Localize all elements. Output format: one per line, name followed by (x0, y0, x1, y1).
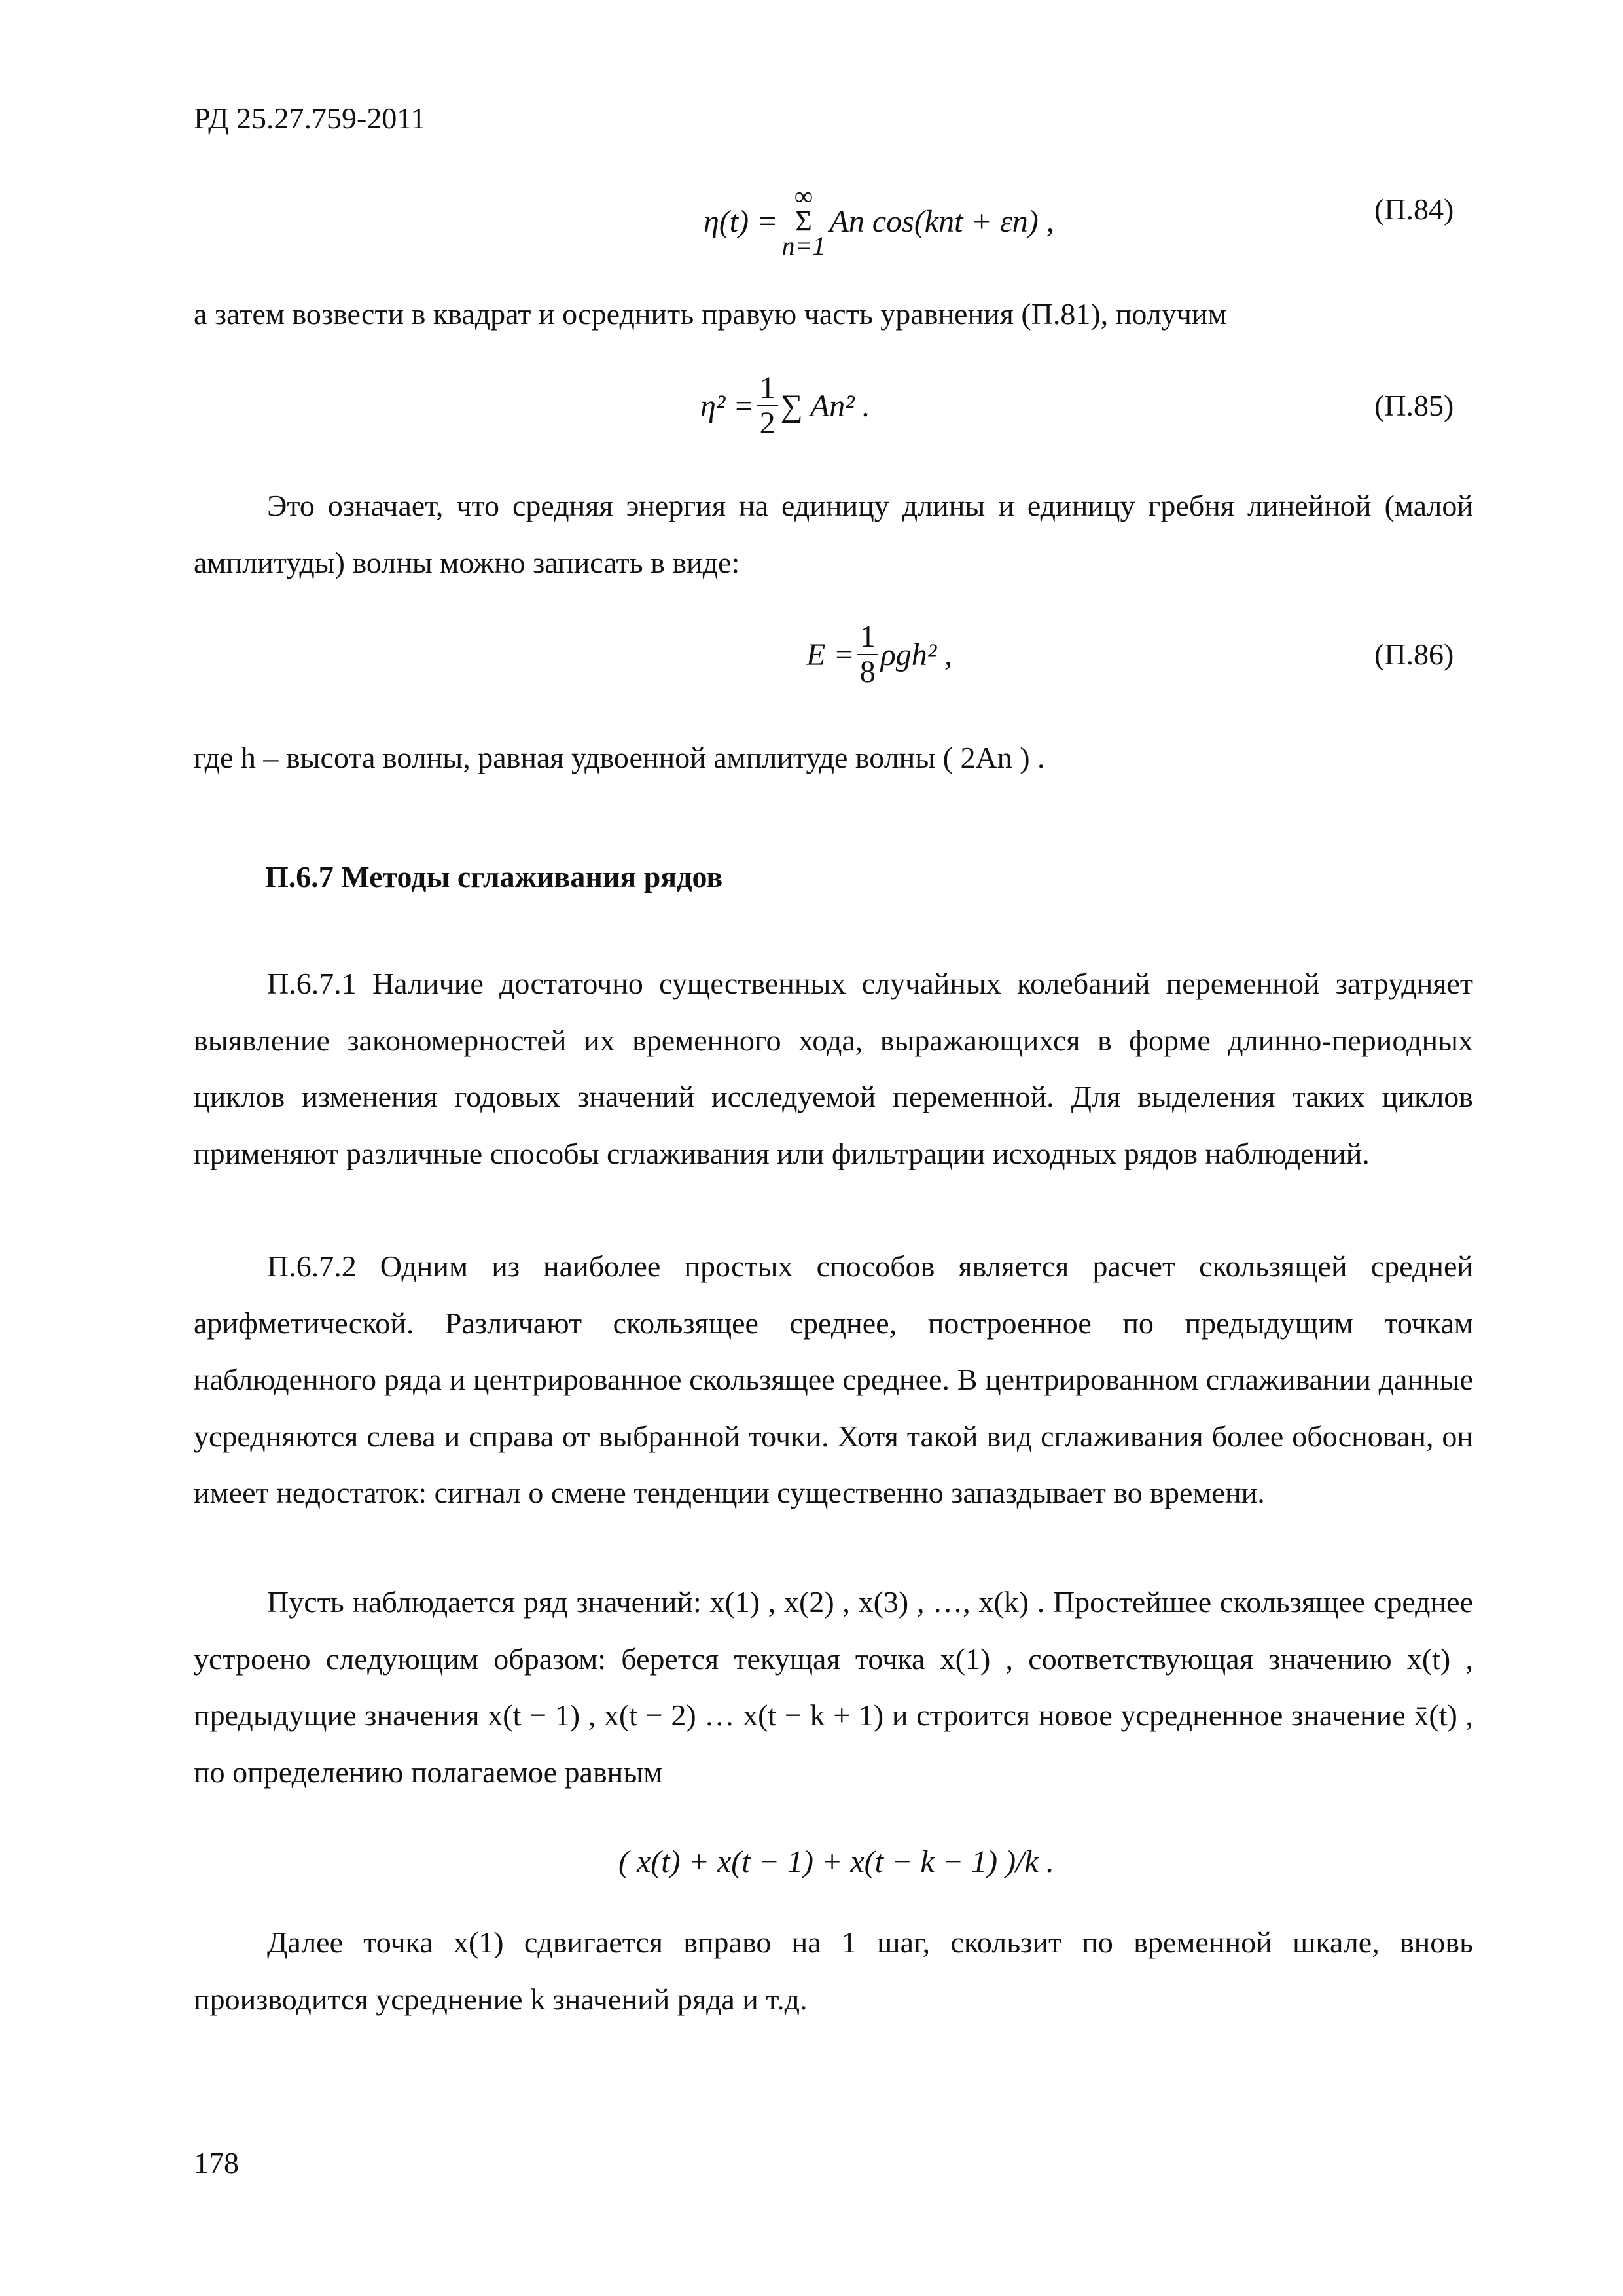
equation-p85 (700, 363, 870, 448)
sum-upper-limit: ∞ (794, 181, 813, 211)
equation-p85-rhs: ∑ An² . (780, 388, 870, 423)
equation-number-p86: (П.86) (1374, 637, 1454, 671)
fraction-denominator: 2 (759, 406, 776, 440)
paragraph-p6-7-1: П.6.7.1 Наличие достаточно существенных случайных колебаний переменной затрудняет выявление закономерностей их временного хода, выражающихся в форме длинно-периодных циклов изменения годовых значений исследуемой переменной. Для выделения таких циклов применяют различные способы сглаживания или фильтрации исходных рядов наблюдений. (194, 967, 1473, 1170)
document-code: РД 25.27.759-2011 (194, 101, 426, 135)
paragraph-shift-step: Далее точка x(1) сдвигается вправо на 1 шаг, скользит по временной шкале, вновь производится усреднение k значений ряда и т.д. (194, 1926, 1473, 2016)
wave-height-definition: где h – высота волны, равная удвоенной амплитуде волны ( 2An ) . (194, 741, 1045, 774)
fraction-numerator: 1 (857, 620, 878, 655)
equation-number-p85: (П.85) (1374, 389, 1454, 422)
fraction-denominator: 8 (859, 655, 876, 689)
equation-p85-lhs: η² = (700, 388, 755, 423)
sum-lower-limit: n=1 (781, 231, 826, 260)
fraction-one-eighth (857, 620, 878, 689)
equation-p86-rhs: ρgh² , (880, 637, 953, 672)
equation-p84-rhs: An cos(knt + εn) , (829, 204, 1054, 239)
paragraph-series-definition: Пусть наблюдается ряд значений: x(1) , x(2) , x(3) , …, x(k) . Простейшее скользящее среднее устроено следующим образом: берется текущая точка x(1) , соответствующая значению x(t) , предыдущие значения x(t − 1) , x(t − 2) … x(t − k + 1) и строится новое усредненное значение x̄(t) , по определению полагаемое равным (194, 1585, 1473, 1789)
equation-p84-lhs: η(t) = (704, 204, 778, 239)
equation-p84 (704, 175, 1054, 267)
page-number: 178 (194, 2146, 239, 2179)
energy-intro-paragraph: Это означает, что средняя энергия на единицу длины и единицу гребня линейной (малой амплитуды) волны можно записать в виде: (194, 489, 1473, 579)
paragraph-p6-7-2: П.6.7.2 Одним из наиболее простых способов является расчет скользящей средней арифметической. Различают скользящее среднее, построенное по предыдущим точкам наблюденного ряда и центрированное скользящее среднее. В центрированном сглаживании данные усредняются слева и справа от выбранной точки. Хотя такой вид сглаживания более обоснован, он имеет недостаток: сигнал о смене тенденции существенно запаздывает во времени. (194, 1249, 1473, 1509)
fraction-numerator: 1 (757, 371, 778, 406)
equation-p86-lhs: E = (806, 637, 855, 672)
section-heading: П.6.7 Методы сглаживания рядов (265, 860, 723, 893)
fraction-one-half (757, 371, 778, 440)
moving-average-formula: ( x(t) + x(t − 1) + x(t − k − 1) )/k . (618, 1844, 1054, 1879)
text-after-p84: а затем возвести в квадрат и осреднить правую часть уравнения (П.81), получим (194, 297, 1227, 331)
equation-number-p84: (П.84) (1374, 192, 1454, 226)
equation-p86 (806, 612, 952, 697)
sum-symbol: Σ (795, 205, 812, 237)
summation-sign (782, 183, 826, 259)
